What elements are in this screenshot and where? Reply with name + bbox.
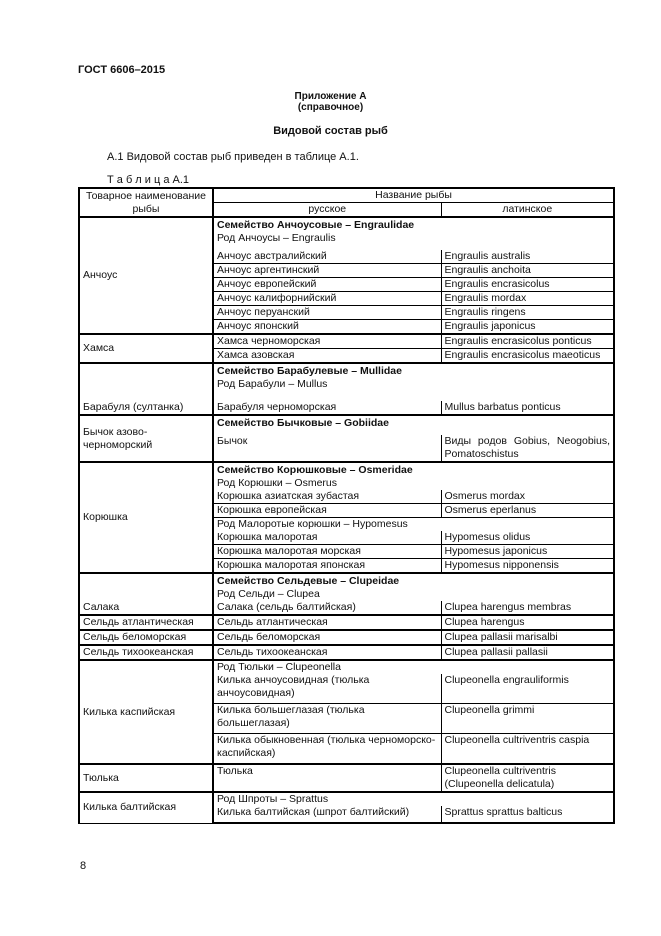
family-heading: Семейство Сельдевые – Clupeidae bbox=[213, 573, 614, 588]
latin-name-cell: Clupea pallasii marisalbi bbox=[441, 630, 614, 645]
russian-name-cell: Бычок bbox=[213, 435, 441, 462]
latin-name-cell: Engraulis encrasicolus ponticus bbox=[441, 334, 614, 349]
trade-name-cell: Барабуля (султанка) bbox=[79, 363, 213, 415]
fish-species-table bbox=[78, 187, 615, 824]
russian-name-cell: Сельдь тихоокеанская bbox=[213, 645, 441, 660]
latin-name-cell: Engraulis anchoita bbox=[441, 264, 614, 278]
latin-name-cell: Osmerus eperlanus bbox=[441, 504, 614, 518]
latin-name-cell: Engraulis mordax bbox=[441, 292, 614, 306]
table-row bbox=[79, 630, 614, 645]
russian-name-cell: Килька обыкновенная (тюлька черноморско-каспийская) bbox=[213, 734, 441, 765]
table-row bbox=[79, 573, 614, 588]
genus-heading: Род Сельди – Clupea bbox=[213, 588, 614, 601]
russian-name-cell: Хамса азовская bbox=[213, 349, 441, 364]
russian-name-cell: Корюшка азиатская зубастая bbox=[213, 490, 441, 504]
family-heading: Семейство Анчоусовые – Engraulidae bbox=[213, 217, 614, 232]
trade-name-cell: Салака bbox=[79, 573, 213, 615]
latin-name-cell: Sprattus sprattus balticus bbox=[441, 806, 614, 823]
genus-heading: Род Анчоусы – Engraulis bbox=[213, 232, 614, 250]
russian-name-cell: Анчоус австралийский bbox=[213, 250, 441, 264]
appendix-subtitle: (справочное) bbox=[297, 102, 364, 113]
intro-paragraph: А.1 Видовой состав рыб приведен в таблице А.1. bbox=[107, 151, 359, 163]
latin-name-cell: Clupeonella cultriventris (Clupeonella delicatula) bbox=[441, 764, 614, 792]
russian-name-cell: Корюшка малоротая японская bbox=[213, 559, 441, 574]
latin-name-cell: Engraulis encrasicolus bbox=[441, 278, 614, 292]
table-row bbox=[79, 660, 614, 674]
latin-name-cell: Clupea harengus membras bbox=[441, 601, 614, 615]
family-heading: Семейство Барабулевые – Mullidae bbox=[213, 363, 614, 378]
russian-name-cell: Корюшка малоротая bbox=[213, 531, 441, 545]
russian-name-cell: Анчоус перуанский bbox=[213, 306, 441, 320]
trade-name-cell: Сельдь беломорская bbox=[79, 630, 213, 645]
latin-name-cell: Engraulis ringens bbox=[441, 306, 614, 320]
russian-name-cell: Барабуля черноморская bbox=[213, 401, 441, 415]
table-row bbox=[79, 645, 614, 660]
table-row bbox=[79, 764, 614, 792]
latin-name-cell: Clupeonella engrauliformis bbox=[441, 674, 614, 704]
appendix-title: Приложение А bbox=[294, 91, 367, 102]
latin-name-cell: Hypomesus olidus bbox=[441, 531, 614, 545]
russian-name-cell: Килька анчоусовидная (тюлька анчоусовидная) bbox=[213, 674, 441, 704]
genus-heading: Род Шпроты – Sprattus bbox=[213, 792, 614, 806]
trade-name-cell: Хамса bbox=[79, 334, 213, 363]
russian-name-cell: Килька балтийская (шпрот балтийский) bbox=[213, 806, 441, 823]
trade-name-cell: Сельдь тихоокеанская bbox=[79, 645, 213, 660]
latin-name-cell: Hypomesus japonicus bbox=[441, 545, 614, 559]
russian-name-cell: Килька большеглазая (тюлька большеглазая) bbox=[213, 704, 441, 734]
russian-name-cell: Анчоус аргентинский bbox=[213, 264, 441, 278]
trade-name-cell: Бычок азово-черноморский bbox=[79, 415, 213, 462]
header-fish-name: Название рыбы bbox=[213, 188, 614, 203]
trade-name-cell: Корюшка bbox=[79, 462, 213, 573]
latin-name-cell: Engraulis australis bbox=[441, 250, 614, 264]
genus-heading: Род Тюльки – Clupeonella bbox=[213, 660, 614, 674]
latin-name-cell: Clupeonella cultriventris caspia bbox=[441, 734, 614, 765]
latin-name-cell: Hypomesus nipponensis bbox=[441, 559, 614, 574]
latin-name-cell: Osmerus mordax bbox=[441, 490, 614, 504]
russian-name-cell: Сельдь беломорская bbox=[213, 630, 441, 645]
latin-name-cell: Mullus barbatus ponticus bbox=[441, 401, 614, 415]
genus-heading: Род Корюшки – Osmerus bbox=[213, 477, 614, 490]
table-row bbox=[79, 615, 614, 630]
russian-name-cell: Хамса черноморская bbox=[213, 334, 441, 349]
russian-name-cell: Корюшка малоротая морская bbox=[213, 545, 441, 559]
latin-name-cell: Engraulis encrasicolus maeoticus bbox=[441, 349, 614, 364]
genus-heading: Род Барабули – Mullus bbox=[213, 378, 614, 401]
latin-name-cell: Clupeonella grimmi bbox=[441, 704, 614, 734]
trade-name-cell: Анчоус bbox=[79, 217, 213, 334]
table-row bbox=[79, 217, 614, 232]
header-trade-name: Товарное наименование рыбы bbox=[79, 188, 213, 217]
latin-name-cell: Виды родов Gobius, Neogobius, Pomatoschistus bbox=[441, 435, 614, 462]
table-row bbox=[79, 334, 614, 349]
trade-name-cell: Килька балтийская bbox=[79, 792, 213, 823]
table-row bbox=[79, 363, 614, 378]
latin-name-cell: Engraulis japonicus bbox=[441, 320, 614, 335]
russian-name-cell: Тюлька bbox=[213, 764, 441, 792]
section-title: Видовой состав рыб bbox=[273, 125, 388, 137]
table-row bbox=[79, 462, 614, 477]
trade-name-cell: Сельдь атлантическая bbox=[79, 615, 213, 630]
latin-name-cell: Clupea pallasii pallasii bbox=[441, 645, 614, 660]
table-row bbox=[79, 792, 614, 806]
russian-name-cell: Анчоус калифорнийский bbox=[213, 292, 441, 306]
trade-name-cell: Килька каспийская bbox=[79, 660, 213, 764]
table-caption: Т а б л и ц а А.1 bbox=[107, 174, 190, 186]
latin-name-cell: Clupea harengus bbox=[441, 615, 614, 630]
russian-name-cell: Корюшка европейская bbox=[213, 504, 441, 518]
russian-name-cell: Сельдь атлантическая bbox=[213, 615, 441, 630]
header-russian: русское bbox=[213, 203, 441, 218]
family-heading: Семейство Корюшковые – Osmeridae bbox=[213, 462, 614, 477]
page-number: 8 bbox=[80, 860, 87, 872]
family-heading: Семейство Бычковые – Gobiidae bbox=[213, 415, 614, 435]
russian-name-cell: Анчоус японский bbox=[213, 320, 441, 335]
russian-name-cell: Анчоус европейский bbox=[213, 278, 441, 292]
russian-name-cell: Салака (сельдь балтийская) bbox=[213, 601, 441, 615]
genus-heading: Род Малоротые корюшки – Hypomesus bbox=[213, 518, 614, 532]
standard-number: ГОСТ 6606–2015 bbox=[78, 64, 166, 76]
table-row bbox=[79, 415, 614, 435]
header-latin: латинское bbox=[441, 203, 614, 218]
trade-name-cell: Тюлька bbox=[79, 764, 213, 792]
